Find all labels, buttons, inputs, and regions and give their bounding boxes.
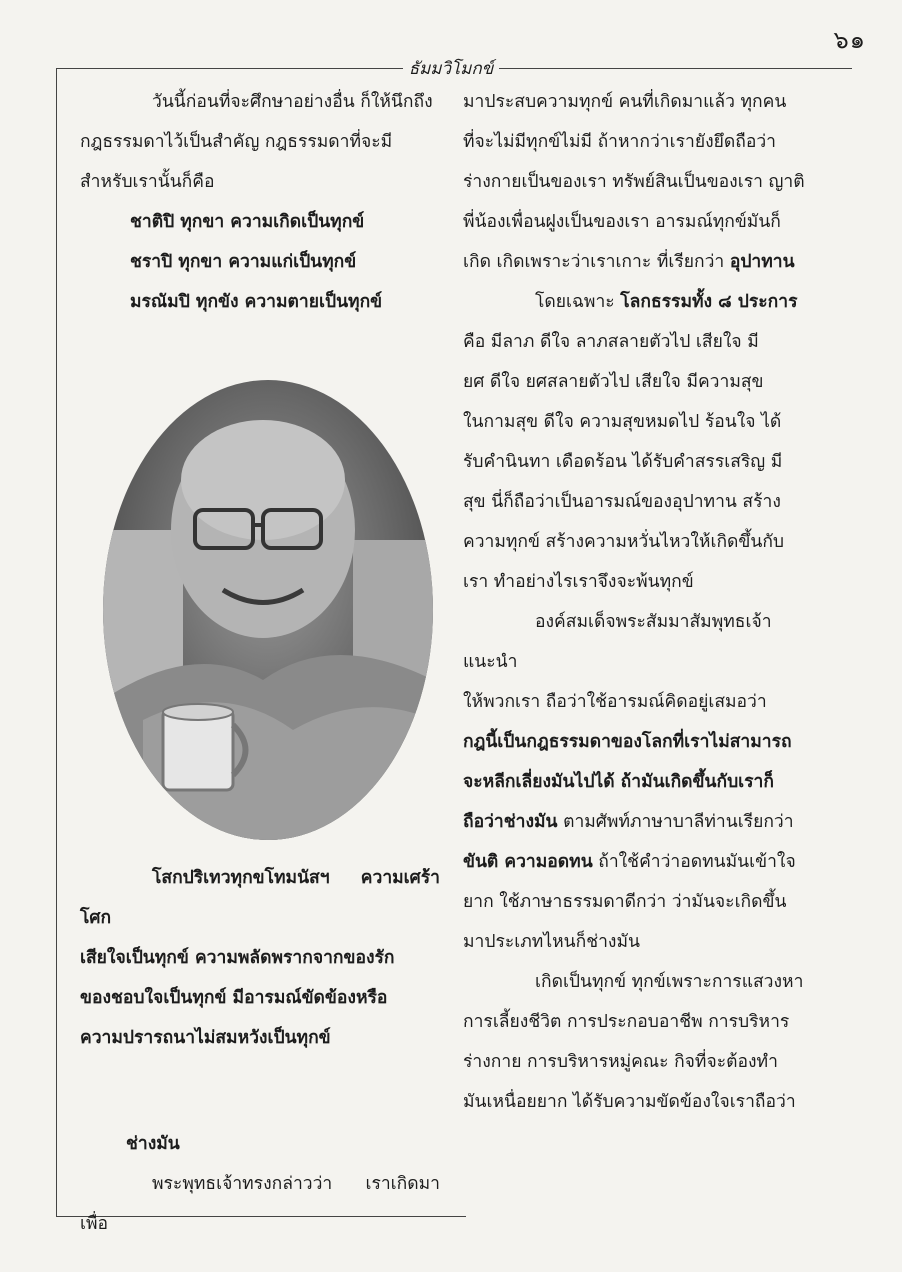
text-line: การเลี้ยงชีวิต การประกอบอาชีพ การบริหาร bbox=[463, 1012, 790, 1032]
text-line: ของชอบใจเป็นทุกข์ มีอารมณ์ขัดข้องหรือ bbox=[80, 988, 388, 1008]
text-line: เรา ทำอย่างไรเราจึงจะพ้นทุกข์ bbox=[463, 572, 694, 592]
text-line: รับคำนินทา เดือดร้อน ได้รับคำสรรเสริญ มี bbox=[463, 452, 783, 472]
left-last-paragraph bbox=[80, 1164, 440, 1244]
text-run: ตามศัพท์ภาษาบาลีท่านเรียกว่า bbox=[557, 812, 794, 832]
text-line: ที่จะไม่มีทุกข์ไม่มี ถ้าหากว่าเรายังยึดถือว่า bbox=[463, 132, 777, 152]
text-line: กฎธรรมดาไว้เป็นสำคัญ กฎธรรมดาที่จะมี bbox=[80, 132, 393, 152]
bold-term: โลกธรรมทั้ง ๘ ประการ bbox=[620, 292, 798, 312]
text-line: มันเหนื่อยยาก ได้รับความขัดข้องใจเราถือว่า bbox=[463, 1092, 796, 1112]
text-line: ยศ ดีใจ ยศสลายตัวไป เสียใจ มีความสุข bbox=[463, 372, 764, 392]
portrait-illustration bbox=[103, 380, 433, 840]
text-line: โสกปริเทวทุกขโทมนัสฯ ความเศร้าโศก bbox=[80, 868, 440, 928]
text-line: พระพุทธเจ้าทรงกล่าวว่า เราเกิดมาเพื่อ bbox=[80, 1174, 440, 1234]
text-line: ในกามสุข ดีใจ ความสุขหมดไป ร้อนใจ ได้ bbox=[463, 412, 782, 432]
right-column-text bbox=[463, 82, 823, 1122]
left-intro-paragraph bbox=[80, 82, 440, 202]
monk-portrait-photo bbox=[103, 380, 433, 840]
text-run: ถ้าใช้คำว่าอดทนมันเข้าใจ bbox=[592, 852, 796, 872]
text-line: วันนี้ก่อนที่จะศึกษาอย่างอื่น ก็ให้นึกถึง bbox=[152, 92, 433, 112]
text-line: กฎนี้เป็นกฎธรรมดาของโลกที่เราไม่สามารถ bbox=[463, 732, 792, 752]
verse-block bbox=[130, 202, 450, 322]
text-line: ยาก ใช้ภาษาธรรมดาดีกว่า ว่ามันจะเกิดขึ้น bbox=[463, 892, 787, 912]
bold-term: อุปาทาน bbox=[729, 252, 795, 272]
text-line: ความทุกข์ สร้างความหวั่นไหวให้เกิดขึ้นกับ bbox=[463, 532, 785, 552]
text-line: สุข นี่ก็ถือว่าเป็นอารมณ์ของอุปาทาน สร้าง bbox=[463, 492, 781, 512]
text-line: ความปรารถนาไม่สมหวังเป็นทุกข์ bbox=[80, 1028, 331, 1048]
running-header-text: ธัมมวิโมกข์ bbox=[403, 59, 500, 79]
text-line: ให้พวกเรา ถือว่าใช้อารมณ์คิดอยู่เสมอว่า bbox=[463, 692, 767, 712]
verse-line: มรณัมปิ ทุกขัง ความตายเป็นทุกข์ bbox=[130, 292, 383, 312]
text-line bbox=[463, 802, 823, 842]
text-run: โดยเฉพาะ bbox=[535, 292, 621, 312]
text-line: องค์สมเด็จพระสัมมาสัมพุทธเจ้าแนะนำ bbox=[463, 612, 772, 672]
text-line bbox=[463, 842, 823, 882]
text-line: มาประสบความทุกข์ คนที่เกิดมาแล้ว ทุกคน bbox=[463, 92, 787, 112]
text-line: เสียใจเป็นทุกข์ ความพลัดพรากจากของรัก bbox=[80, 948, 395, 968]
running-header bbox=[0, 55, 902, 82]
text-line: ร่างกาย การบริหารหมู่คณะ กิจที่จะต้องทำ bbox=[463, 1052, 778, 1072]
text-run: เกิด เกิดเพราะว่าเราเกาะ ที่เรียกว่า bbox=[463, 252, 730, 272]
text-line: มาประเภทไหนก็ช่างมัน bbox=[463, 932, 640, 952]
verse-line: ชาติปิ ทุกขา ความเกิดเป็นทุกข์ bbox=[130, 212, 365, 232]
frame-left-rule bbox=[56, 68, 57, 1216]
text-line: ร่างกายเป็นของเรา ทรัพย์สินเป็นของเรา ญาติ bbox=[463, 172, 805, 192]
text-line: จะหลีกเลี่ยงมันไปได้ ถ้ามันเกิดขึ้นกับเราก็ bbox=[463, 772, 774, 792]
page-number: ๖๑ bbox=[833, 26, 866, 54]
text-line: คือ มีลาภ ดีใจ ลาภสลายตัวไป เสียใจ มี bbox=[463, 332, 759, 352]
verse-line: ชราปิ ทุกขา ความแก่เป็นทุกข์ bbox=[130, 252, 357, 272]
bold-term: ถือว่าช่างมัน bbox=[463, 812, 558, 832]
text-line: เกิดเป็นทุกข์ ทุกข์เพราะการแสวงหา bbox=[535, 972, 804, 992]
text-line: พี่น้องเพื่อนฝูงเป็นของเรา อารมณ์ทุกข์มันก็ bbox=[463, 212, 781, 232]
left-paragraph-after-photo bbox=[80, 858, 440, 1058]
text-line bbox=[463, 282, 823, 322]
text-line bbox=[463, 242, 823, 282]
bold-term: ขันติ ความอดทน bbox=[463, 852, 593, 872]
text-line: สำหรับเรานั้นก็คือ bbox=[80, 172, 215, 192]
section-heading: ช่างมัน bbox=[126, 1134, 180, 1154]
